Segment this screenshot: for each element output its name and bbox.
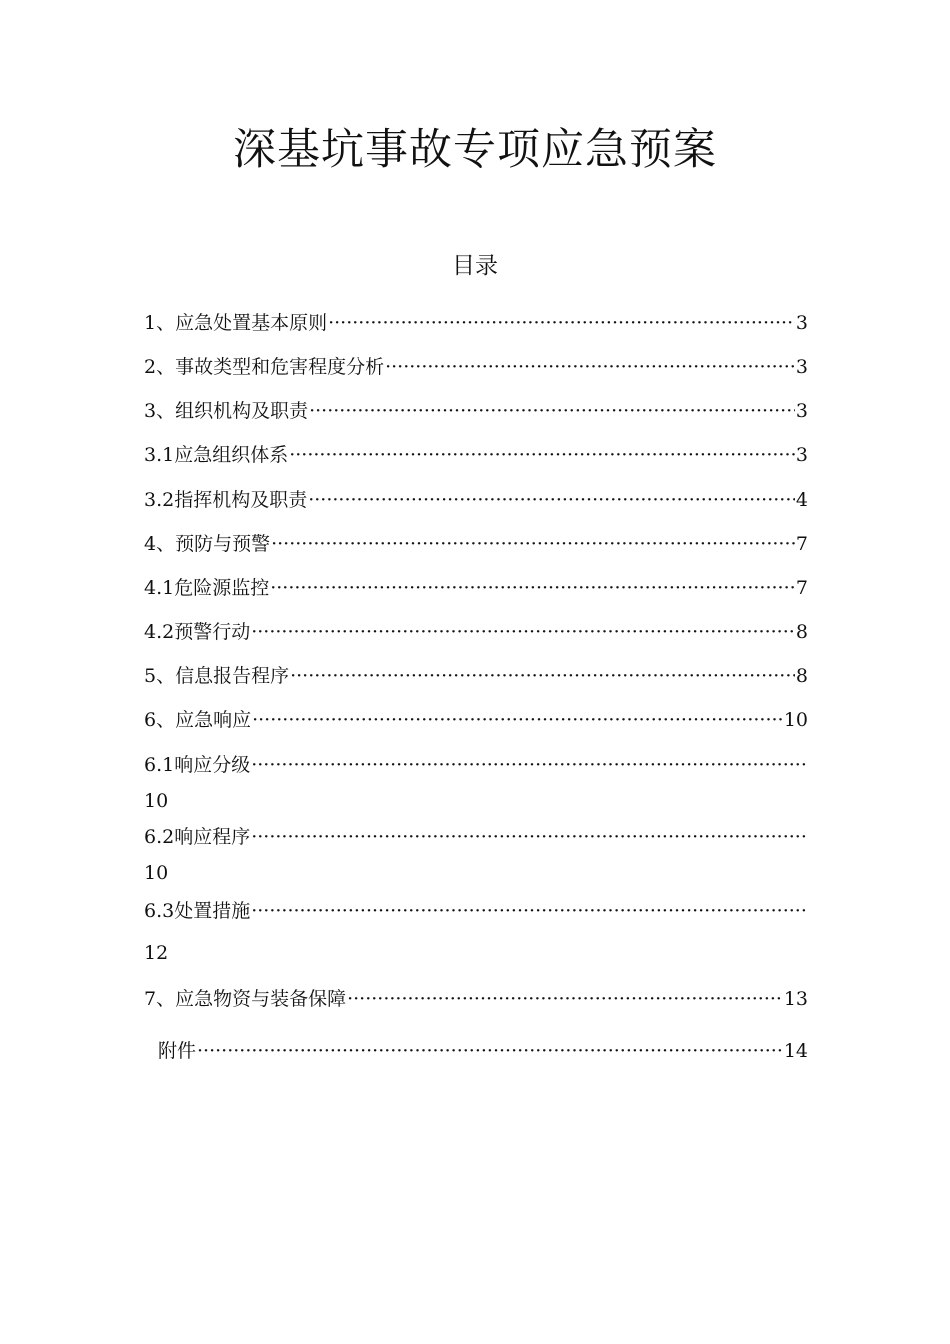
toc-entry[interactable] xyxy=(144,707,808,733)
toc-entry-label: 3.2指挥机构及职责 xyxy=(144,489,308,511)
toc-entry[interactable] xyxy=(144,1038,808,1064)
toc-entry[interactable] xyxy=(144,310,808,336)
toc-entry-page: 4 xyxy=(795,489,808,511)
toc-entry-page: 10 xyxy=(783,709,808,731)
toc-entry[interactable] xyxy=(144,752,808,814)
toc-entry[interactable] xyxy=(144,398,808,424)
toc-entry-label: 3.1应急组织体系 xyxy=(144,444,289,466)
toc-entry[interactable] xyxy=(144,898,808,966)
toc-entry-page: 8 xyxy=(795,621,808,643)
toc-entry-page: 3 xyxy=(795,312,808,334)
toc-leader-dots xyxy=(251,898,807,924)
toc-leader-dots xyxy=(385,354,795,380)
toc-leader-dots xyxy=(289,442,795,468)
toc-entry[interactable] xyxy=(144,531,808,557)
toc-entry-label: 7、应急物资与装备保障 xyxy=(144,988,347,1010)
toc-entry[interactable] xyxy=(144,487,808,513)
toc-entry[interactable] xyxy=(144,575,808,601)
toc-leader-dots xyxy=(290,663,795,689)
toc-heading: 目录 xyxy=(452,253,498,279)
toc-leader-dots xyxy=(197,1038,783,1064)
toc-entry-label: 6.2响应程序 xyxy=(144,826,251,848)
toc-entry-page: 8 xyxy=(795,665,808,687)
document-title: 深基坑事故专项应急预案 xyxy=(233,125,717,175)
toc-leader-dots xyxy=(251,752,807,778)
toc-entry[interactable] xyxy=(144,986,808,1012)
toc-entry-label: 4、预防与预警 xyxy=(144,533,271,555)
toc-entry[interactable] xyxy=(144,824,808,886)
toc-entry[interactable] xyxy=(144,663,808,689)
toc-entry-label: 5、信息报告程序 xyxy=(144,665,290,687)
toc-leader-dots xyxy=(308,487,795,513)
toc-entry-label: 6.1响应分级 xyxy=(144,754,251,776)
toc-entry-page: 12 xyxy=(144,942,169,964)
toc-entry-label: 1、应急处置基本原则 xyxy=(144,312,328,334)
toc-leader-dots xyxy=(251,824,807,850)
toc-entry-label: 4.1危险源监控 xyxy=(144,577,270,599)
toc-entry[interactable] xyxy=(144,442,808,468)
toc-entry-label: 2、事故类型和危害程度分析 xyxy=(144,356,385,378)
toc-entry-label: 4.2预警行动 xyxy=(144,621,251,643)
toc-entry-page: 3 xyxy=(795,356,808,378)
toc-leader-dots xyxy=(347,986,783,1012)
toc-leader-dots xyxy=(252,707,783,733)
toc-entry[interactable] xyxy=(144,354,808,380)
toc-leader-dots xyxy=(271,531,795,557)
toc-leader-dots xyxy=(251,619,795,645)
toc-entry-page: 7 xyxy=(795,533,808,555)
toc-leader-dots xyxy=(309,398,795,424)
toc-leader-dots xyxy=(328,310,795,336)
toc-entry-page: 13 xyxy=(783,988,808,1010)
toc-entry-label: 6.3处置措施 xyxy=(144,900,251,922)
toc-entry-label: 6、应急响应 xyxy=(144,709,252,731)
toc-entry-page: 10 xyxy=(144,790,169,812)
toc-entry-page: 3 xyxy=(795,444,808,466)
toc-entry-page: 3 xyxy=(795,400,808,422)
toc-entry-page: 7 xyxy=(795,577,808,599)
toc-entry-page: 10 xyxy=(144,862,169,884)
toc-entry[interactable] xyxy=(144,619,808,645)
toc-entry-page: 14 xyxy=(783,1040,808,1062)
toc-entry-label: 3、组织机构及职责 xyxy=(144,400,309,422)
toc-leader-dots xyxy=(270,575,795,601)
toc-entry-label: 附件 xyxy=(158,1040,197,1062)
